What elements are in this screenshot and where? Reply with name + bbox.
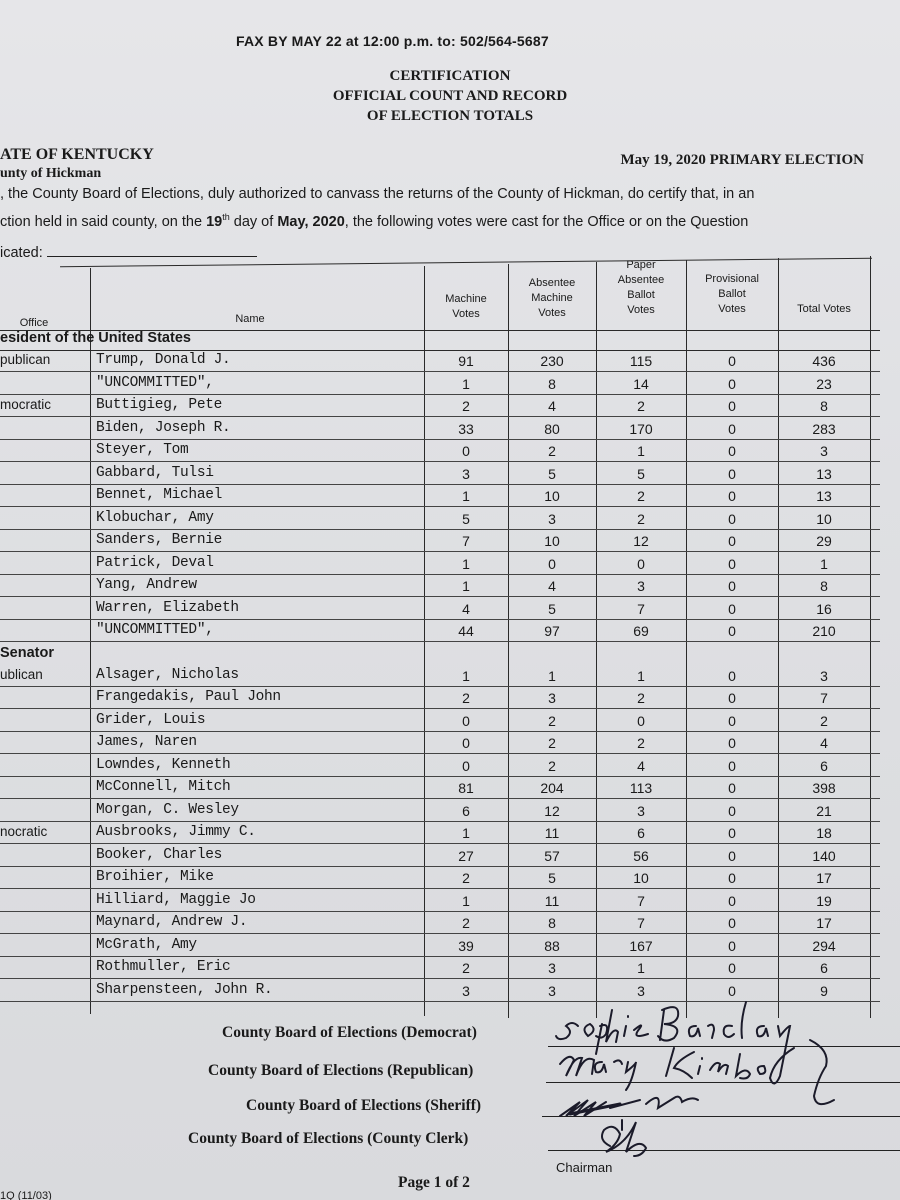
vote-cell-machine: 1: [462, 375, 470, 392]
party-label: ublican: [0, 666, 43, 682]
vote-cell-prov: 0: [728, 443, 736, 459]
candidate-name: Steyer, Tom: [96, 442, 189, 458]
certify-text-line1: , the County Board of Elections, duly authorized to canvass the returns of the County of Hickman, do certify that, in an: [0, 186, 755, 202]
vote-cell-paper: 10: [633, 870, 649, 886]
table-row: [0, 755, 895, 777]
label-sheriff: County Board of Elections (Sheriff): [246, 1097, 482, 1114]
vote-cell-machine: 2: [462, 960, 470, 976]
candidate-name: Ausbrooks, Jimmy C.: [96, 824, 256, 840]
candidate-name: Gabbard, Tulsi: [96, 464, 214, 481]
vote-cell-absentee: 2: [548, 712, 556, 729]
vote-cell-machine: 3: [462, 465, 470, 482]
candidate-name: Buttigieg, Pete: [96, 397, 223, 413]
table-row: [0, 440, 895, 462]
vote-cell-paper: 14: [633, 375, 649, 392]
table-row: [0, 710, 895, 732]
vote-cell-absentee: 4: [548, 398, 556, 414]
vote-cell-prov: 0: [728, 825, 736, 841]
vote-cell-total: 29: [816, 533, 832, 549]
vote-cell-total: 4: [820, 735, 828, 751]
vote-cell-paper: 170: [629, 420, 653, 437]
vote-cell-total: 210: [812, 623, 836, 639]
candidate-name: Morgan, C. Wesley: [96, 801, 239, 818]
table-row: [0, 800, 895, 822]
vote-cell-machine: 3: [462, 982, 470, 999]
table-row: [0, 867, 895, 889]
candidate-name: Maynard, Andrew J.: [96, 914, 248, 930]
candidate-name: Rothmuller, Eric: [96, 959, 231, 975]
election-heading: May 19, 2020 PRIMARY ELECTION: [620, 152, 864, 168]
vote-cell-machine: 6: [462, 802, 470, 819]
vote-cell-total: 3: [820, 443, 828, 459]
title-official-count: OFFICIAL COUNT AND RECORD: [332, 88, 568, 104]
vote-cell-machine: 27: [458, 847, 474, 864]
candidate-name: Broihier, Mike: [96, 869, 214, 885]
vote-cell-absentee: 230: [540, 353, 564, 369]
vote-cell-paper: 1: [637, 960, 645, 976]
candidate-name: Sharpensteen, John R.: [96, 981, 273, 998]
table-row: [0, 485, 895, 507]
candidate-name: Bennet, Michael: [96, 487, 223, 503]
section-heading: esident of the United States: [0, 330, 191, 346]
party-label: mocratic: [0, 397, 52, 412]
vote-cell-prov: 0: [728, 623, 736, 639]
vote-cell-paper: 0: [637, 712, 645, 729]
vote-cell-prov: 0: [728, 555, 736, 572]
vote-cell-paper: 12: [633, 533, 649, 549]
vote-cell-total: 13: [816, 488, 832, 504]
vote-cell-machine: 1: [462, 488, 470, 504]
vote-cell-prov: 0: [728, 915, 736, 931]
table-row: [0, 508, 895, 530]
vote-cell-machine: 0: [462, 757, 470, 774]
vote-cell-machine: 4: [462, 600, 470, 617]
vote-cell-machine: 2: [462, 870, 470, 886]
table-row: [0, 822, 895, 844]
candidate-name: Warren, Elizabeth: [96, 599, 239, 616]
vote-cell-total: 17: [816, 915, 832, 931]
certify-text-line2: ction held in said county, on the 19th day of May, 2020, the following votes were cast for the Office or on the Question: [0, 212, 749, 230]
vote-cell-absentee: 8: [548, 375, 556, 392]
vote-cell-absentee: 97: [544, 623, 560, 639]
label-county-clerk: County Board of Elections (County Clerk): [188, 1130, 469, 1147]
vote-cell-total: 3: [820, 667, 828, 684]
vote-cell-machine: 33: [458, 420, 474, 437]
candidate-name: Yang, Andrew: [96, 577, 197, 593]
vote-cell-prov: 0: [728, 712, 736, 729]
vote-cell-machine: 0: [462, 735, 470, 751]
form-code: 1Q (11/03): [0, 1190, 52, 1200]
vote-cell-paper: 3: [637, 578, 645, 594]
header-paper-absentee-votes: Paper Absentee Ballot Votes: [617, 259, 665, 316]
vote-cell-prov: 0: [728, 892, 736, 909]
vote-cell-absentee: 3: [548, 690, 556, 706]
vote-cell-absentee: 2: [548, 757, 556, 774]
header-absentee-machine-votes: Absentee Machine Votes: [528, 277, 576, 319]
candidate-name: Biden, Joseph R.: [96, 419, 231, 436]
vote-cell-prov: 0: [728, 510, 736, 527]
vote-cell-prov: 0: [728, 465, 736, 482]
table-row: [0, 845, 895, 867]
vote-cell-machine: 1: [462, 892, 470, 909]
candidate-name: Klobuchar, Amy: [96, 509, 214, 526]
candidate-name: Lowndes, Kenneth: [96, 756, 231, 773]
vote-cell-absentee: 11: [544, 892, 560, 909]
vote-cell-machine: 2: [462, 690, 470, 706]
vote-cell-absentee: 1: [548, 667, 556, 684]
table-row: [0, 732, 895, 754]
table-row: [0, 957, 895, 979]
table-row: [0, 935, 895, 957]
vote-cell-prov: 0: [728, 533, 736, 549]
vote-cell-paper: 3: [637, 982, 645, 999]
vote-cell-machine: 0: [462, 712, 470, 729]
vote-cell-paper: 1: [637, 443, 645, 459]
vote-cell-total: 1: [820, 555, 828, 572]
candidate-name: McConnell, Mitch: [96, 779, 231, 795]
table-row: [0, 665, 895, 687]
vote-cell-prov: 0: [728, 578, 736, 594]
vote-cell-total: 23: [816, 375, 832, 392]
vote-cell-absentee: 57: [544, 847, 560, 864]
vote-cell-paper: 167: [629, 937, 653, 954]
vote-cell-absentee: 2: [548, 735, 556, 751]
candidate-name: Frangedakis, Paul John: [96, 689, 281, 705]
vote-cell-total: 2: [820, 712, 828, 729]
vote-cell-machine: 2: [462, 398, 470, 414]
certify-text-line3: icated:: [0, 245, 257, 261]
page-number: Page 1 of 2: [398, 1174, 470, 1191]
vote-cell-total: 10: [816, 510, 832, 527]
vote-cell-total: 436: [812, 353, 836, 369]
vote-cell-total: 16: [816, 600, 832, 617]
vote-cell-absentee: 10: [544, 488, 560, 504]
candidate-name: "UNCOMMITTED",: [96, 622, 214, 638]
vote-cell-absentee: 3: [548, 982, 556, 999]
table-row: [0, 530, 895, 552]
header-provisional-votes: Provisional Ballot Votes: [705, 273, 759, 315]
vote-cell-machine: 91: [458, 353, 474, 369]
vote-cell-prov: 0: [728, 802, 736, 819]
vote-cell-machine: 2: [462, 915, 470, 931]
vote-cell-prov: 0: [728, 780, 736, 796]
table-row: [0, 912, 895, 934]
vote-cell-machine: 1: [462, 667, 470, 684]
vote-cell-paper: 1: [637, 667, 645, 684]
header-machine-votes: Machine Votes: [445, 293, 487, 320]
candidate-name: Trump, Donald J.: [96, 352, 231, 368]
vote-cell-prov: 0: [728, 937, 736, 954]
vote-cell-total: 6: [820, 757, 828, 774]
candidate-name: James, Naren: [96, 734, 197, 750]
label-republican: County Board of Elections (Republican): [208, 1062, 474, 1079]
vote-cell-paper: 7: [637, 892, 645, 909]
vote-cell-paper: 2: [637, 690, 645, 706]
vote-cell-total: 13: [816, 465, 832, 482]
table-row: [0, 395, 895, 417]
table-row: [0, 890, 895, 912]
vote-cell-total: 7: [820, 690, 828, 706]
table-row: [0, 418, 895, 440]
vote-cell-paper: 2: [637, 735, 645, 751]
vote-cell-total: 21: [816, 802, 832, 819]
title-certification: CERTIFICATION: [389, 68, 511, 84]
vote-cell-prov: 0: [728, 600, 736, 617]
candidate-name: Booker, Charles: [96, 846, 223, 863]
candidate-name: McGrath, Amy: [96, 936, 197, 953]
vote-cell-total: 294: [812, 937, 836, 954]
vote-cell-paper: 2: [637, 510, 645, 527]
table-row: [0, 463, 895, 485]
vote-cell-absentee: 80: [544, 420, 560, 437]
vote-cell-total: 283: [812, 420, 836, 437]
table-row: [0, 687, 895, 709]
vote-cell-absentee: 88: [544, 937, 560, 954]
vote-cell-machine: 0: [462, 443, 470, 459]
vote-cell-prov: 0: [728, 757, 736, 774]
vote-cell-paper: 7: [637, 915, 645, 931]
vote-cell-absentee: 12: [544, 802, 560, 819]
vote-cell-absentee: 11: [544, 825, 560, 841]
vote-cell-paper: 7: [637, 600, 645, 617]
vote-cell-machine: 1: [462, 555, 470, 572]
header-total-votes: Total Votes: [797, 303, 851, 315]
vote-cell-paper: 4: [637, 757, 645, 774]
vote-cell-total: 8: [820, 578, 828, 594]
vote-cell-paper: 5: [637, 465, 645, 482]
vote-cell-paper: 2: [637, 488, 645, 504]
title-election-totals: OF ELECTION TOTALS: [366, 108, 534, 124]
vote-cell-prov: 0: [728, 847, 736, 864]
vote-cell-machine: 81: [458, 780, 474, 796]
vote-cell-absentee: 5: [548, 600, 556, 617]
vote-cell-paper: 113: [629, 780, 653, 796]
vote-cell-absentee: 10: [544, 533, 560, 549]
vote-cell-machine: 39: [458, 937, 474, 954]
vote-cell-paper: 2: [637, 398, 645, 414]
vote-cell-total: 140: [812, 847, 836, 864]
vote-cell-absentee: 3: [548, 510, 556, 527]
vote-cell-total: 8: [820, 398, 828, 414]
party-label: publican: [0, 352, 51, 367]
vote-cell-prov: 0: [728, 375, 736, 392]
candidate-name: "UNCOMMITTED",: [96, 374, 214, 391]
vote-cell-prov: 0: [728, 488, 736, 504]
candidate-name: Patrick, Deval: [96, 554, 214, 571]
header-name: Name: [235, 313, 265, 325]
vote-cell-total: 9: [820, 982, 828, 999]
table-row: [0, 777, 895, 799]
vote-cell-prov: 0: [728, 353, 736, 369]
vote-cell-absentee: 3: [548, 960, 556, 976]
vote-cell-paper: 56: [633, 847, 649, 864]
vote-cell-absentee: 5: [548, 870, 556, 886]
vote-cell-paper: 6: [637, 825, 645, 841]
vote-cell-paper: 69: [633, 623, 649, 639]
label-democrat: County Board of Elections (Democrat): [222, 1024, 477, 1041]
vote-cell-prov: 0: [728, 870, 736, 886]
table-row: [0, 620, 895, 642]
party-label: nocratic: [0, 824, 48, 839]
candidate-name: Grider, Louis: [96, 711, 206, 728]
vote-cell-paper: 115: [629, 353, 653, 369]
vote-cell-total: 6: [820, 960, 828, 976]
section-heading: Senator: [0, 644, 54, 661]
vote-cell-absentee: 0: [548, 555, 556, 572]
vote-cell-absentee: 4: [548, 578, 556, 594]
vote-cell-prov: 0: [728, 735, 736, 751]
vote-cell-machine: 1: [462, 578, 470, 594]
vote-cell-total: 18: [816, 825, 832, 841]
vote-cell-total: 17: [816, 870, 832, 886]
vote-cell-prov: 0: [728, 420, 736, 437]
vote-cell-absentee: 2: [548, 443, 556, 459]
candidate-name: Hilliard, Maggie Jo: [96, 891, 256, 908]
vote-cell-prov: 0: [728, 690, 736, 706]
chairman-label: Chairman: [556, 1160, 613, 1175]
vote-cell-machine: 1: [462, 825, 470, 841]
vote-cell-total: 19: [816, 892, 832, 909]
handwritten-signatures: [550, 996, 850, 1166]
table-row: [0, 373, 895, 395]
table-row: [0, 598, 895, 620]
vote-cell-prov: 0: [728, 398, 736, 414]
vote-cell-machine: 5: [462, 510, 470, 527]
fax-instruction: FAX BY MAY 22 at 12:00 p.m. to: 502/564-5687: [236, 33, 549, 49]
vote-totals-table: [0, 254, 895, 1018]
vote-cell-absentee: 8: [548, 915, 556, 931]
table-row: [0, 553, 895, 575]
vote-cell-absentee: 204: [540, 780, 564, 796]
header-office: Office: [19, 317, 49, 329]
candidate-name: Sanders, Bernie: [96, 532, 223, 548]
candidate-name: Alsager, Nicholas: [96, 666, 239, 683]
vote-cell-machine: 7: [462, 533, 470, 549]
vote-cell-prov: 0: [728, 960, 736, 976]
vote-cell-machine: 44: [458, 623, 474, 639]
table-row: [0, 575, 895, 597]
vote-cell-prov: 0: [728, 667, 736, 684]
vote-cell-absentee: 5: [548, 465, 556, 482]
state-heading: ATE OF KENTUCKY: [0, 146, 154, 163]
vote-cell-paper: 0: [637, 555, 645, 572]
vote-cell-prov: 0: [728, 982, 736, 999]
table-row: [0, 350, 895, 372]
county-heading: unty of Hickman: [0, 166, 102, 181]
vote-cell-total: 398: [812, 780, 836, 796]
vote-cell-paper: 3: [637, 802, 645, 819]
